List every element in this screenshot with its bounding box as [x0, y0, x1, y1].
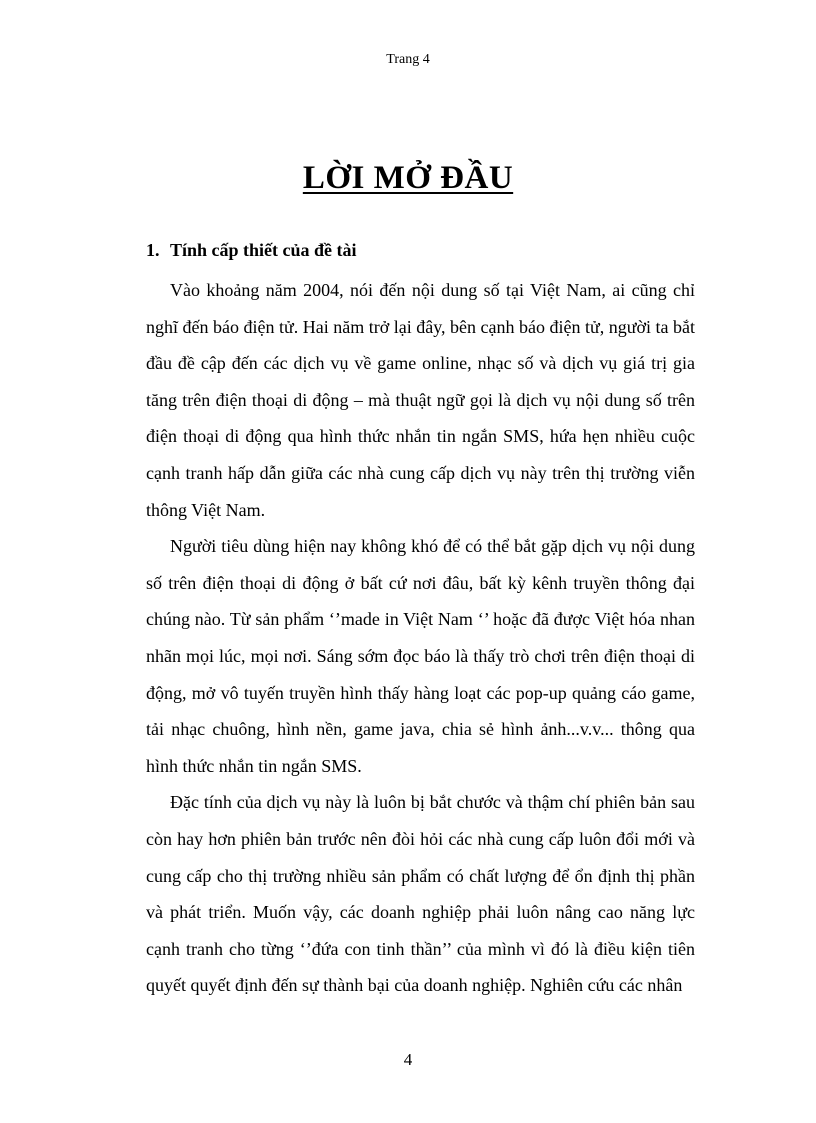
paragraph-2: Người tiêu dùng hiện nay không khó để có thể bắt gặp dịch vụ nội dung số trên điện thoại di động ở bất cứ nơi đâu, bất kỳ kênh truyền thông đại chúng nào. Từ sản phẩm ‘’made in Việt Nam ‘’ hoặc đã được Việt hóa nhan nhãn mọi lúc, mọi nơi. Sáng sớm đọc báo là thấy trò chơi trên điện thoại di động, mở vô tuyến truyền hình thấy hàng loạt các pop-up quảng cáo game, tải nhạc chuông, hình nền, game java, chia sẻ hình ảnh...v.v... thông qua hình thức nhắn tin ngắn SMS.	[146, 536, 695, 776]
page-number: 4	[403, 1050, 413, 1069]
section-heading-text: Tính cấp thiết của đề tài	[170, 240, 357, 260]
paragraph-3: Đặc tính của dịch vụ này là luôn bị bắt chước và thậm chí phiên bản sau còn hay hơn phiên bản trước nên đòi hỏi các nhà cung cấp luôn đổi mới và cung cấp cho thị trường nhiều sản phẩm có chất lượng để ổn định thị phần và phát triển. Muốn vậy, các doanh nghiệp phải luôn nâng cao năng lực cạnh tranh cho từng ‘’đứa con tinh thần’’ của mình vì đó là điều kiện tiên quyết quyết định đến sự thành bại của doanh nghiệp. Nghiên cứu các nhân	[146, 792, 695, 996]
document-title: LỜI MỞ ĐẦU	[302, 160, 514, 196]
section-heading	[146, 240, 357, 261]
section-number: 1.	[146, 240, 160, 260]
body-content	[146, 272, 695, 1004]
page-header: Trang 4	[386, 52, 430, 67]
paragraph-1: Vào khoảng năm 2004, nói đến nội dung số tại Việt Nam, ai cũng chỉ nghĩ đến báo điện tử. Hai năm trở lại đây, bên cạnh báo điện tử, người ta bắt đầu đề cập đến các dịch vụ về game online, nhạc số và dịch vụ giá trị gia tăng trên điện thoại di động – mà thuật ngữ gọi là dịch vụ nội dung số trên điện thoại di động qua hình thức nhắn tin ngắn SMS, hứa hẹn nhiều cuộc cạnh tranh hấp dẫn giữa các nhà cung cấp dịch vụ này trên thị trường viễn thông Việt Nam.	[146, 280, 695, 520]
